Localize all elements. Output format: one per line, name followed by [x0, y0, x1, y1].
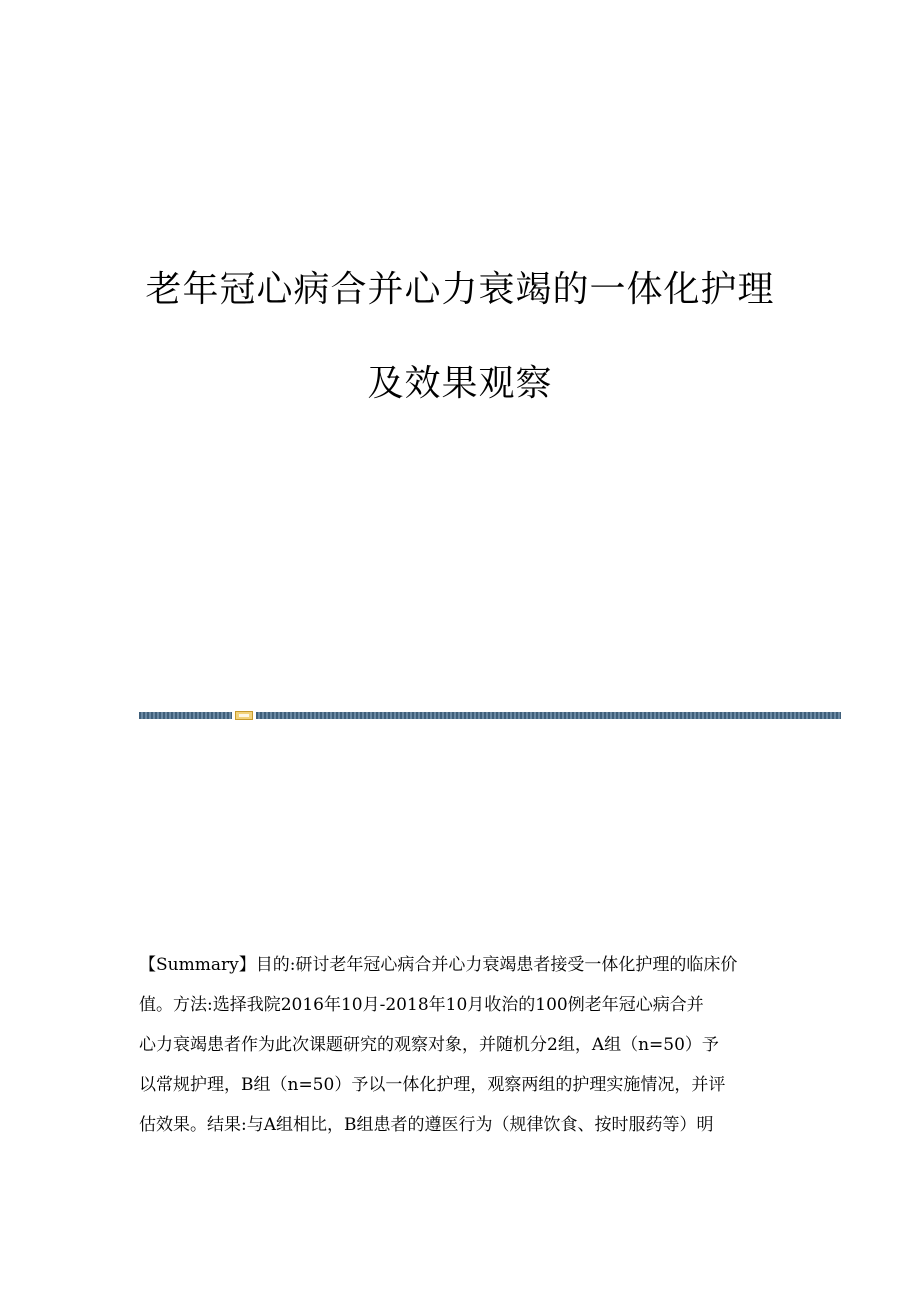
abstract-line: 【Summary】目的:研讨老年冠心病合并心力衰竭患者接受一体化护理的临床价 [139, 955, 738, 975]
document-title-line-2: 及效果观察 [367, 363, 553, 404]
abstract-line: 值。方法:选择我院2016年10月-2018年10月收治的100例老年冠心病合并 [139, 995, 704, 1015]
abstract-paragraph [139, 945, 779, 1145]
abstract-line: 心力衰竭患者作为此次课题研究的观察对象，并随机分2组，A组（n=50）予 [139, 1035, 719, 1055]
abstract-line: 估效果。结果:与A组相比，B组患者的遵医行为（规律饮食、按时服药等）明 [139, 1115, 714, 1135]
divider-ornament-icon [235, 711, 253, 720]
divider-bar-right [256, 712, 841, 719]
document-title-line-1: 老年冠心病合并心力衰竭的一体化护理 [145, 269, 775, 310]
decorative-divider [139, 711, 841, 720]
abstract-line: 以常规护理，B组（n=50）予以一体化护理，观察两组的护理实施情况，并评 [139, 1075, 726, 1095]
divider-bar-left [139, 712, 232, 719]
